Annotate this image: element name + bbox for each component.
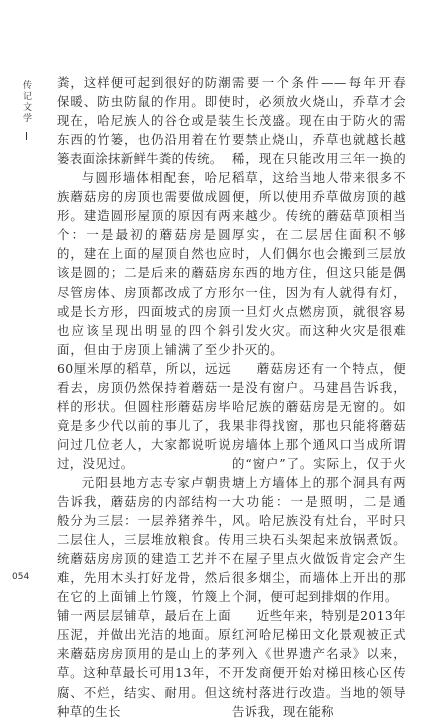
paragraph: 需要一个条件——每年开春时，必须放火烧山，乔草才会生长茂盛。现在由于防火的需要禁止烧山，乔草也就越长越稀，现在只能改用三年一换的稻草，这给当地人带来很多不便，所以使用乔草做房顶的越来越少。传统的蘑菇草顶相当厚实，在二层居住面积不够时，人们偶尔也会搬到三层放东西的地方住，但这只能是偶尔一住，因为有人就得有灯，一旦灯火点燃房顶，就很容易引发火灾。而这种火灾是很难扑灭的。 bbox=[232, 75, 406, 357]
paragraph: 元阳县地方志专家卢朝贵告诉我，蘑菇房的内部结构一般分为三层：一层养猪养牛，二层住人，三层堆放粮食。传统蘑菇房房顶的建造工艺并不难，先用木头打好龙骨，然后在它的上面铺上竹篾，竹篾上铺一两层层铺草，最后在上面压泥，并做出光洁的地面。原来蘑菇房房顶用的是山上的茅草。这种草最长可用13年，不腐、不烂，结实、耐用。但这种草的生长 bbox=[57, 474, 231, 719]
paragraph: 近些年来，特别是2013年红河哈尼梯田文化景观被正式列入《世界遗产名录》以来，开发商便开始对梯田核心区传统村落进行改造。当地的领导告诉我，现在能称 bbox=[232, 608, 406, 719]
paragraph: 粪，这样便可起到很好的防潮保暖、防虫防鼠的作用。即使现在，哈尼族人的谷仓或是装东西的竹篓，也仍沿用着在竹篓表面涂抹新鲜牛粪的传统。 bbox=[57, 75, 231, 167]
right-column bbox=[232, 73, 406, 721]
paragraph: 与圆形墙体相配套，哈尼族蘑菇房的房顶也需要做成圆形。建造圆形屋顶的原因有两个：一是最初的蘑菇房是圆的，建在上面的屋顶自然也应该是圆的；二是后来的蘑菇房尽管房体、房顶都改成了方形或是长方形，四面坡式的房顶也应该呈现出明显的四个斜面，但由于房顶上铺满了至少60厘米厚的稻草，所以，远远看去，房顶仍然保持着蘑菇一样的形状。但圆柱形蘑菇房毕竟是多少代以前的事儿了，我问过几位老人，大家都说听说过，没见过。 bbox=[57, 170, 231, 471]
paragraph: 蘑菇房还有一个特点，便是没有窗户。马建昌告诉我，哈尼族的蘑菇房是无窗的。如果非得找窗，那也只能将蘑菇房墙体上那个通风口当成所谓的“窗户”了。实际上，仅于火塘上方墙体上的那个洞具有两大功能：一是照明，二是通风。哈尼族没有灶台，平时只用三块石头架起来放锅煮饭。在屋子里点火做饭肯定会产生很多烟尘，而墙体上开出的那个洞，便可起到排烟的作用。 bbox=[232, 360, 406, 605]
divider bbox=[26, 132, 27, 140]
page-number: 054 bbox=[12, 572, 30, 582]
left-column bbox=[57, 73, 231, 721]
section-label: 传记文学 bbox=[20, 80, 33, 143]
